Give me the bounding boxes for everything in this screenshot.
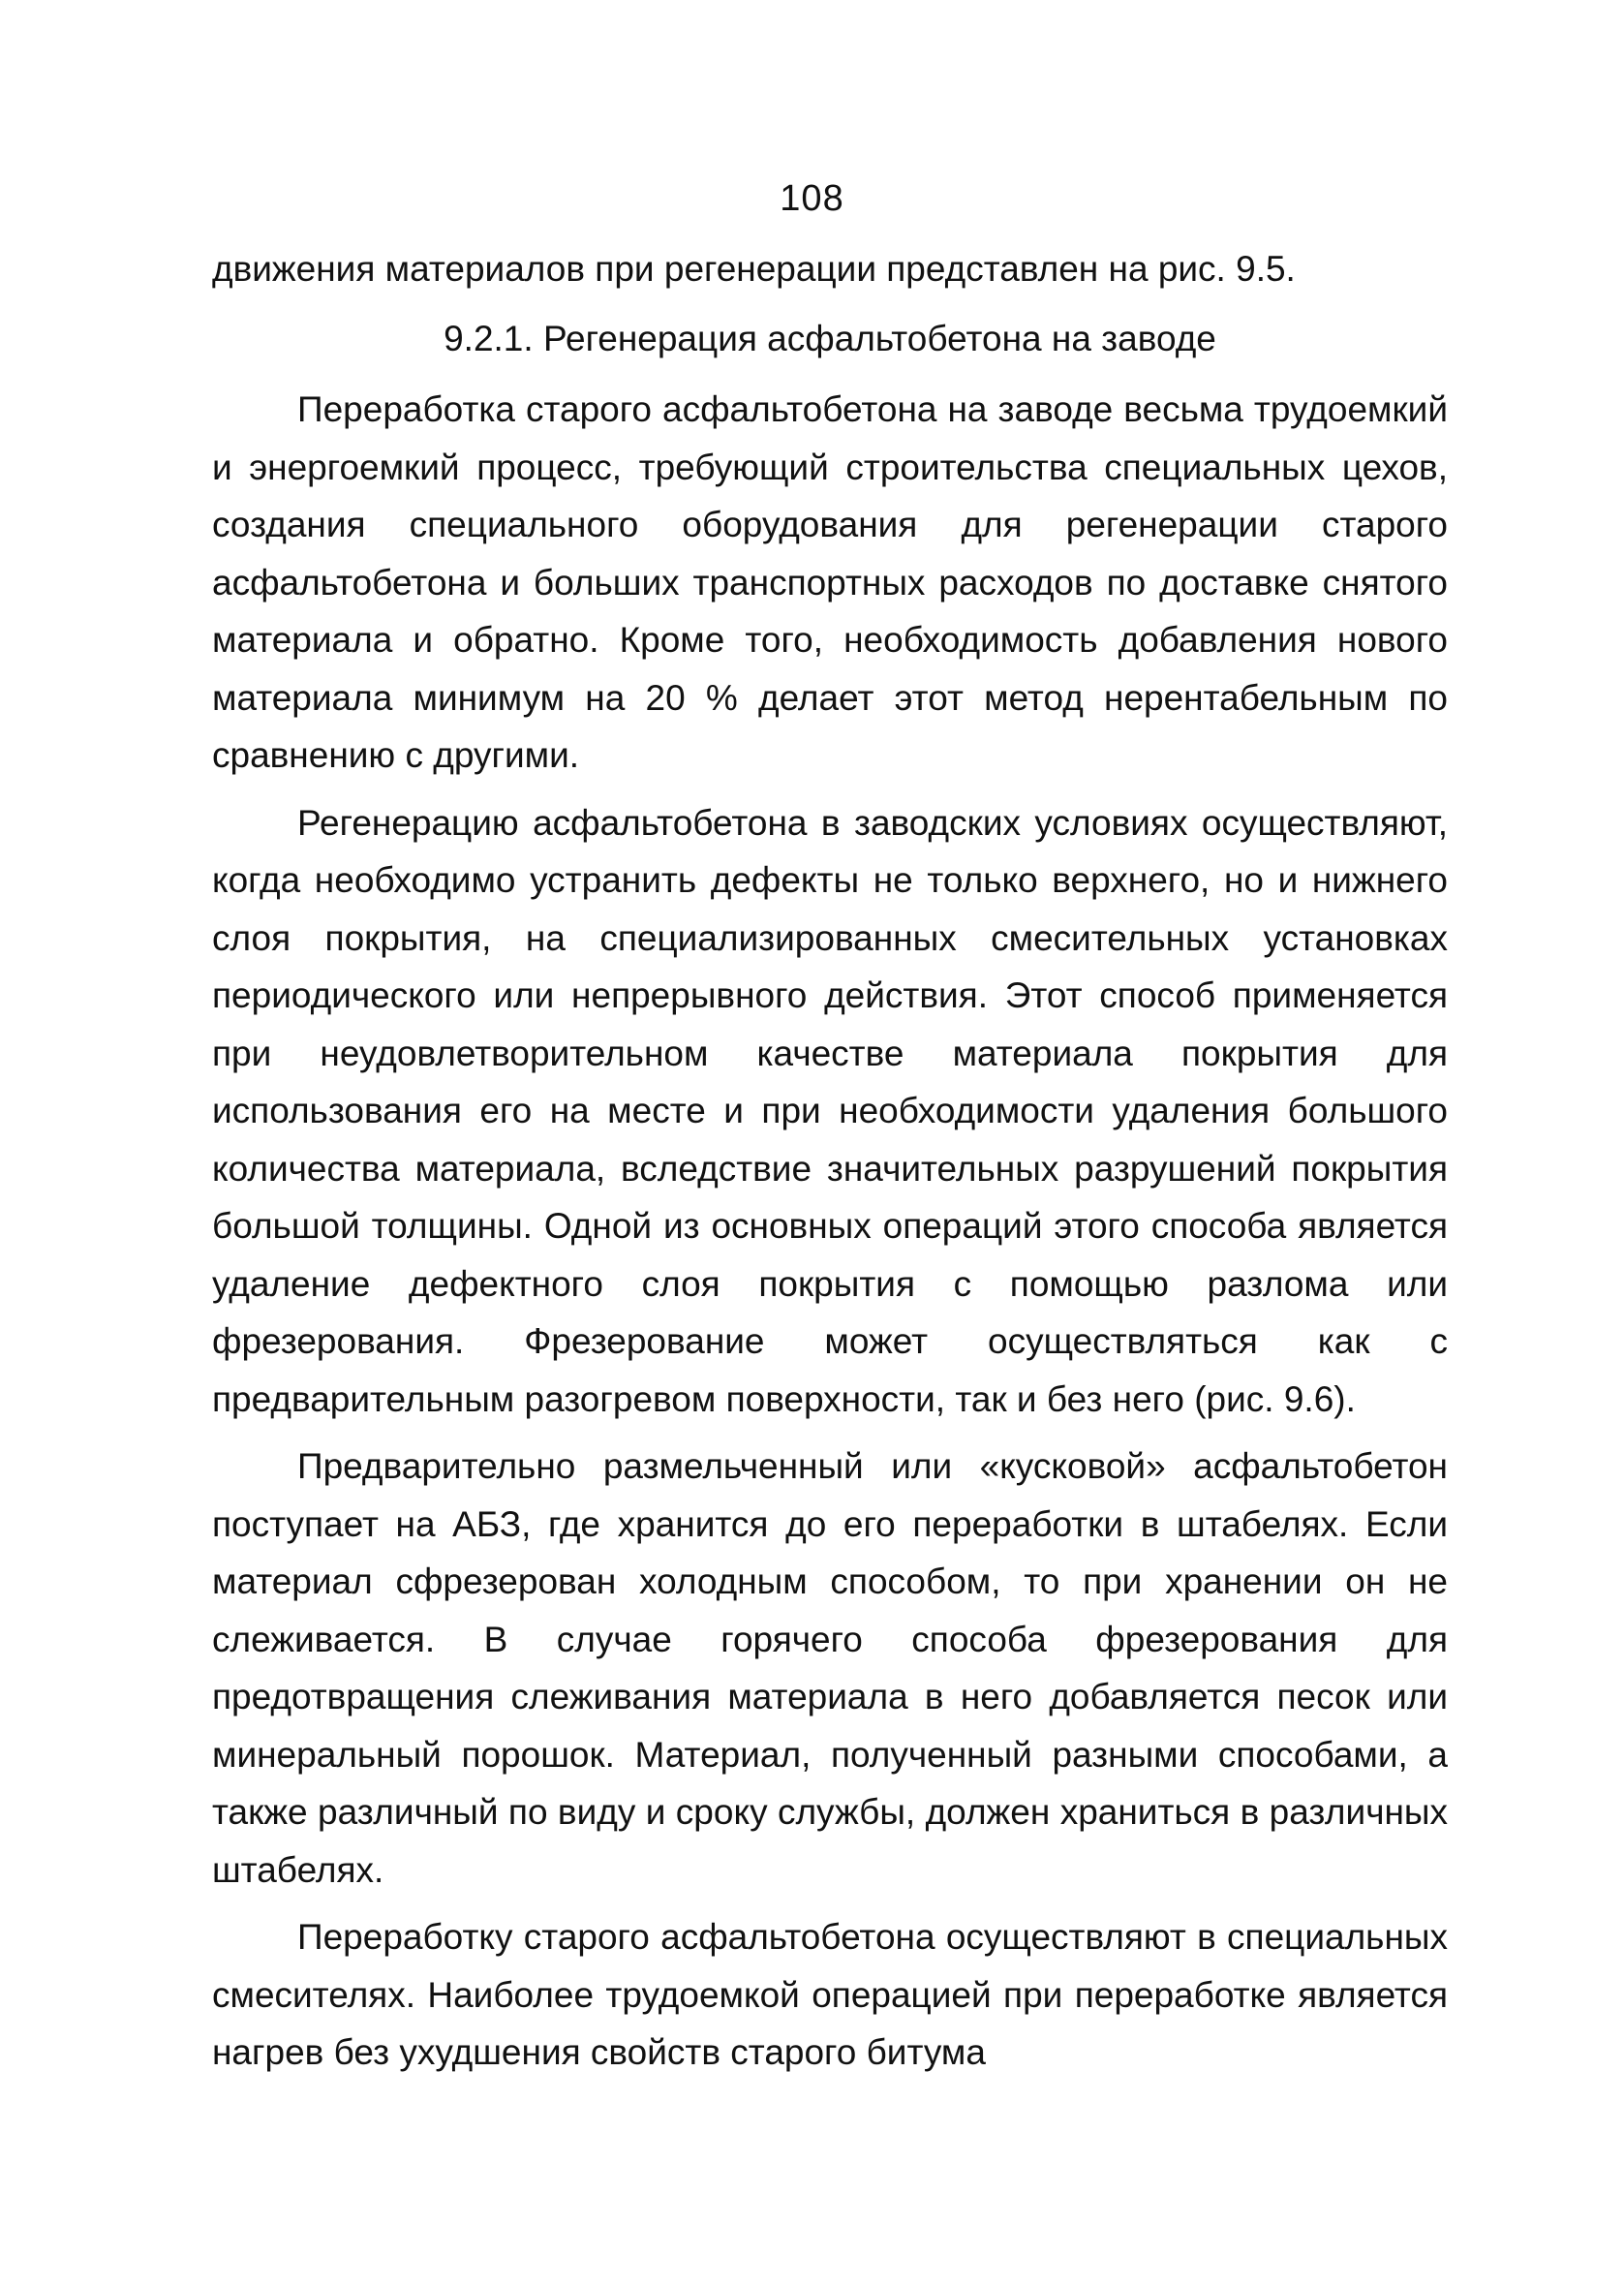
paragraph-2: Регенерацию асфальтобетона в заводских условиях осуществляют, когда необходимо устранить дефекты не только верхнего, но и нижнего слоя покрытия, на специализированных смесительных установках периодического или непрерывного действия. Этот способ применяется при неудовлетворительном качестве материала покрытия для использования его на месте и при необходимости удаления большого количества материала, вследствие значительных разрушений покрытия большой толщины. Одной из основных операций этого способа является удаление дефектного слоя покрытия с помощью разлома или фрезерования. Фрезерование может осуществляться как с предварительным разогревом поверхности, так и без него (рис. 9.6). xyxy=(212,802,1448,1419)
page-number: 108 xyxy=(780,178,844,219)
text-column xyxy=(212,240,1448,2082)
section-heading: 9.2.1. Регенерация асфальтобетона на заводе xyxy=(444,318,1216,358)
lead-line: движения материалов при регенерации представлен на рис. 9.5. xyxy=(212,249,1296,289)
paragraph-4: Переработку старого асфальтобетона осуществляют в специальных смесителях. Наиболее трудоемкой операцией при переработке является нагрев без ухудшения свойств старого битума xyxy=(212,1917,1448,2072)
paragraph-3: Предварительно размельченный или «кусковой» асфальтобетон поступает на АБЗ, где хранится до его переработки в штабелях. Если материал сфрезерован холодным способом, то при хранении он не слеживается. В случае горячего способа фрезерования для предотвращения слеживания материала в него добавляется песок или минеральный порошок. Материал, полученный разными способами, а также различный по виду и сроку службы, должен храниться в различных штабелях. xyxy=(212,1446,1448,1890)
paragraph-1: Переработка старого асфальтобетона на заводе весьма трудоемкий и энергоемкий процесс, требующий строительства специальных цехов, создания специального оборудования для регенерации старого асфальтобетона и больших транспортных расходов по доставке снятого материала и обратно. Кроме того, необходимость добавления нового материала минимум на 20 % делает этот метод нерентабельным по сравнению с другими. xyxy=(212,389,1448,775)
